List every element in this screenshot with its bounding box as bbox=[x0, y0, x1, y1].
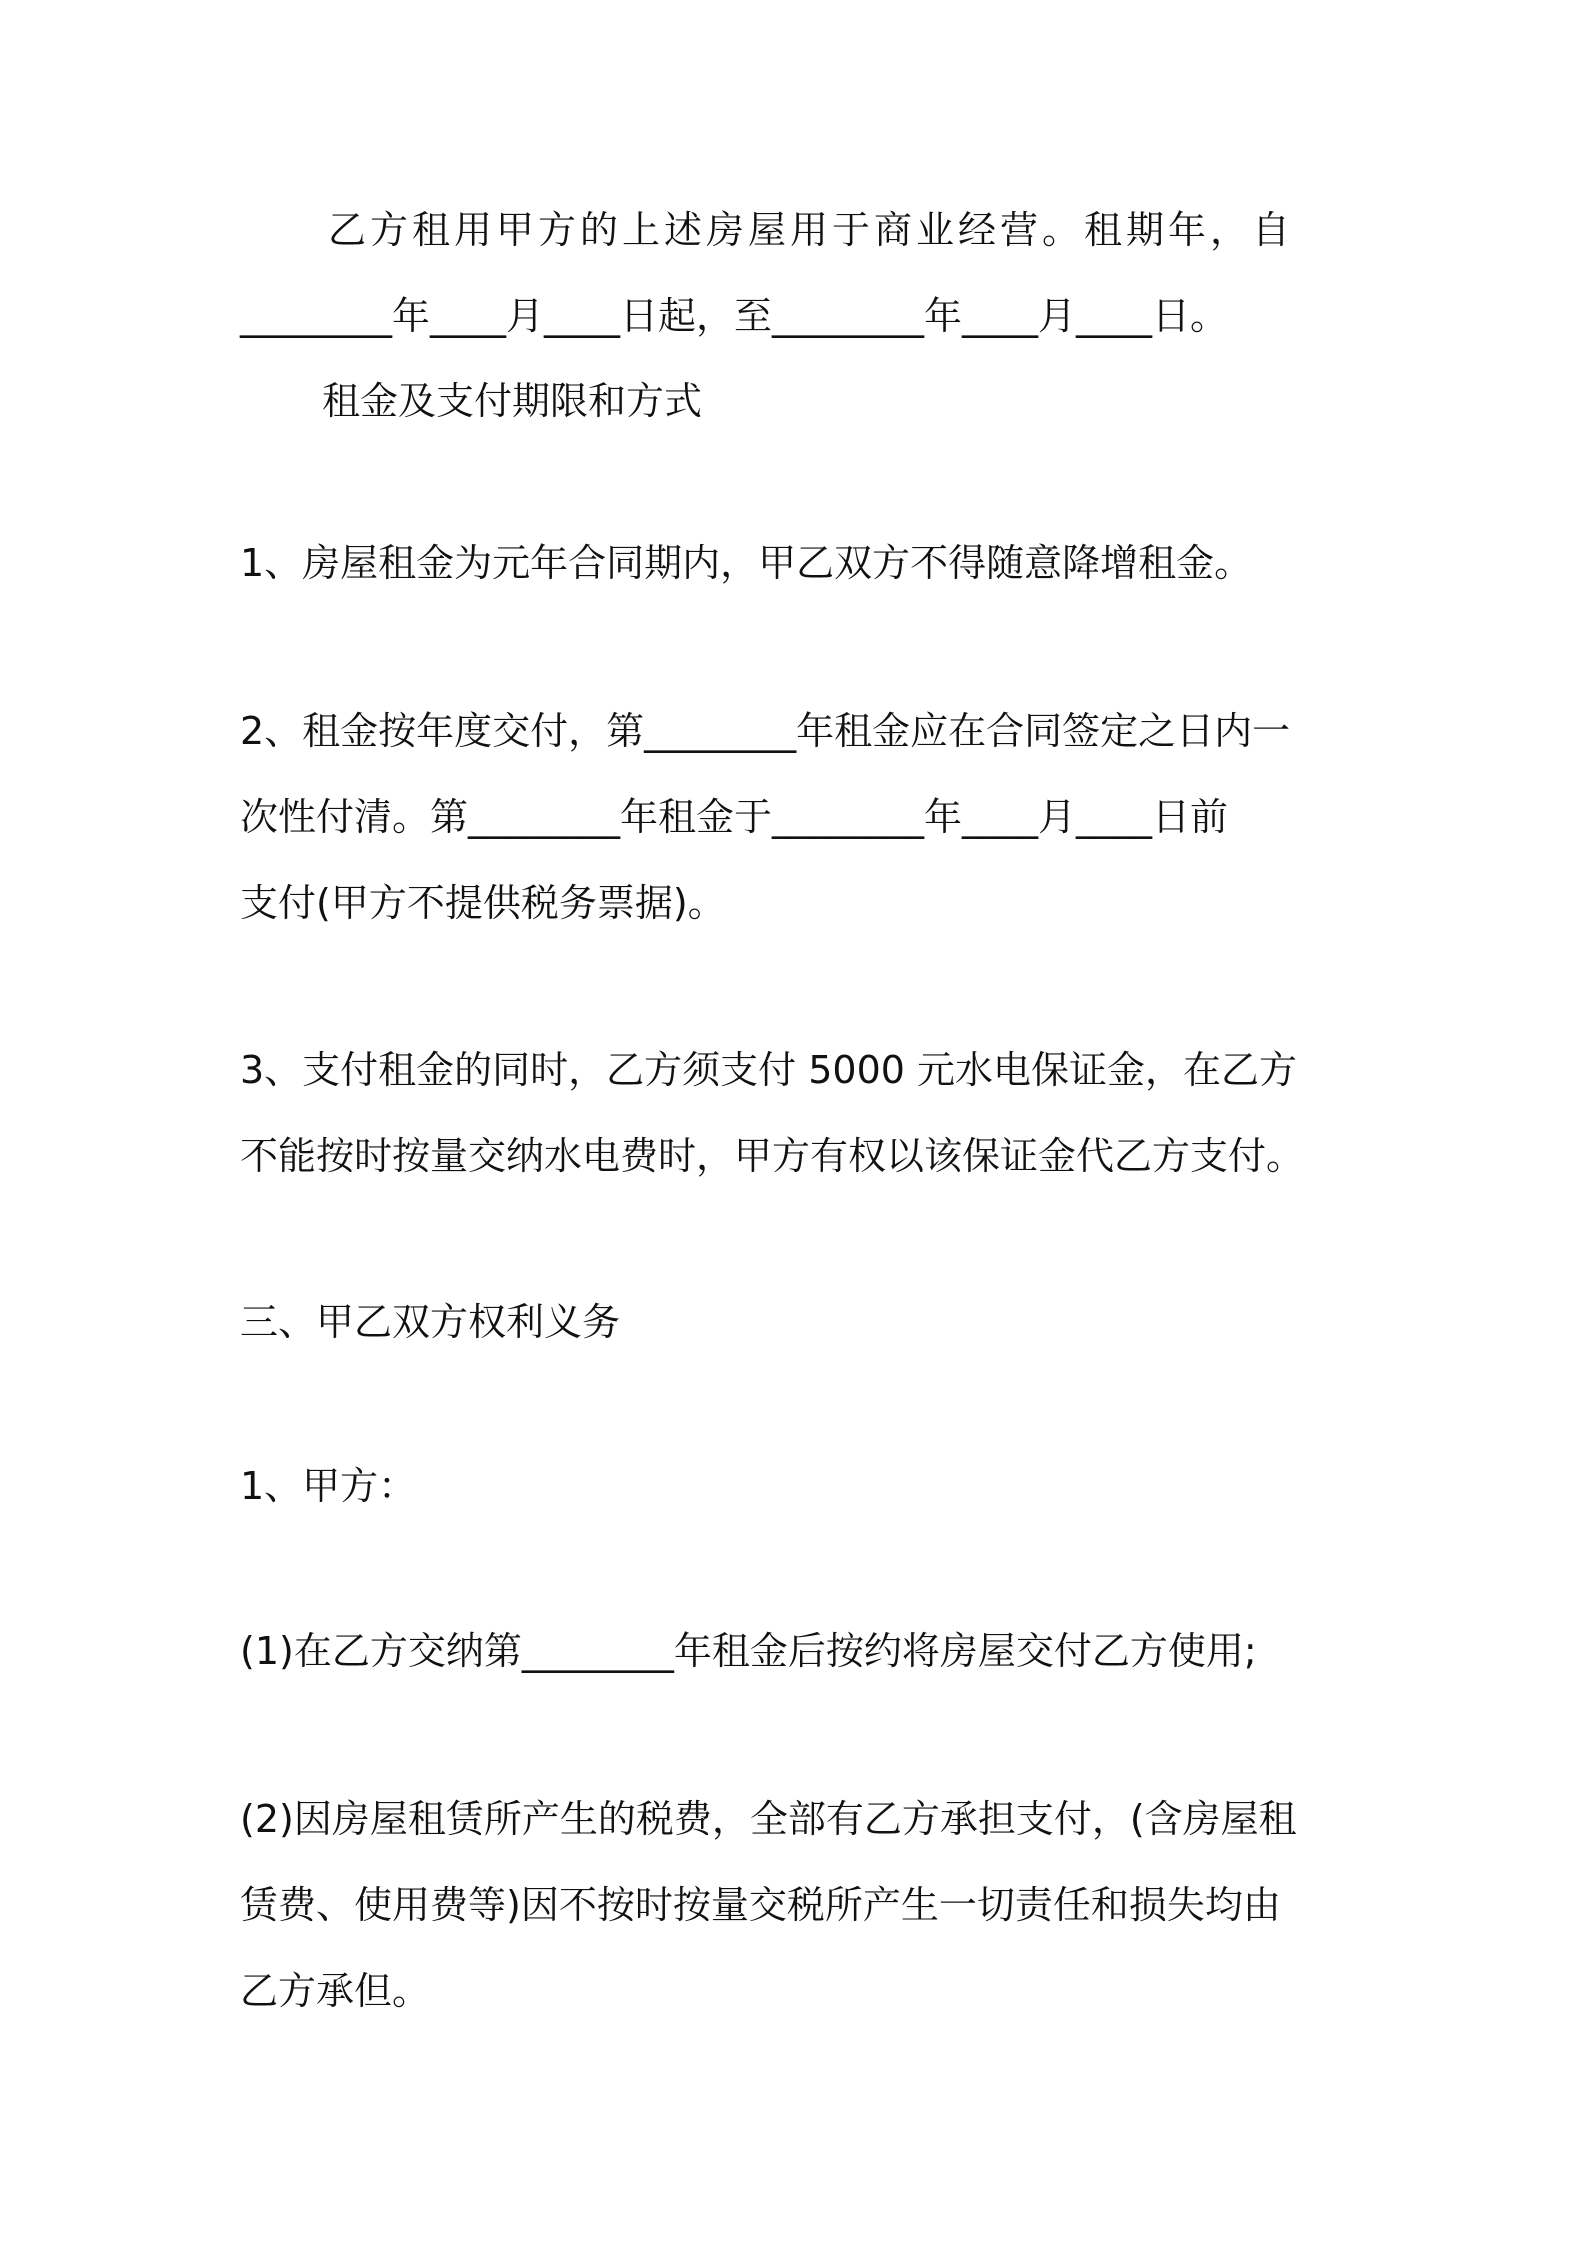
clause-deposit-line2: 不能按时按量交纳水电费时，甲方有权以该保证金代乙方支付。 bbox=[240, 1134, 1305, 1178]
clause-rent-amount: 1、房屋租金为元年合同期内，甲乙双方不得随意降增租金。 bbox=[240, 541, 1253, 585]
paragraph-lease-term-line1: 乙方租用甲方的上述房屋用于商业经营。租期年，自 bbox=[328, 208, 1295, 252]
party-a-item-2-line3: 乙方承但。 bbox=[240, 1969, 431, 2013]
section-heading-rights-obligations: 三、甲乙双方权利义务 bbox=[240, 1300, 621, 1344]
clause-payment-line1: 2、租金按年度交付，第________年租金应在合同签定之日内一 bbox=[240, 709, 1291, 753]
paragraph-lease-term-line2: ________年____月____日起，至________年____月____日。 bbox=[240, 294, 1229, 338]
party-a-item-2-line1: (2)因房屋租赁所产生的税费，全部有乙方承担支付，(含房屋租 bbox=[240, 1797, 1297, 1841]
clause-payment-line2: 次性付清。第________年租金于________年____月____日前 bbox=[240, 795, 1229, 839]
clause-payment-line3: 支付(甲方不提供税务票据)。 bbox=[240, 881, 726, 925]
party-a-item-1: (1)在乙方交纳第________年租金后按约将房屋交付乙方使用; bbox=[240, 1629, 1257, 1673]
party-a-item-2-line2: 赁费、使用费等)因不按时按量交税所产生一切责任和损失均由 bbox=[240, 1883, 1281, 1927]
party-a-heading: 1、甲方： bbox=[240, 1464, 417, 1508]
clause-deposit-line1: 3、支付租金的同时，乙方须支付 5000 元水电保证金，在乙方 bbox=[240, 1048, 1298, 1092]
section-heading-rent-payment: 租金及支付期限和方式 bbox=[322, 379, 703, 423]
